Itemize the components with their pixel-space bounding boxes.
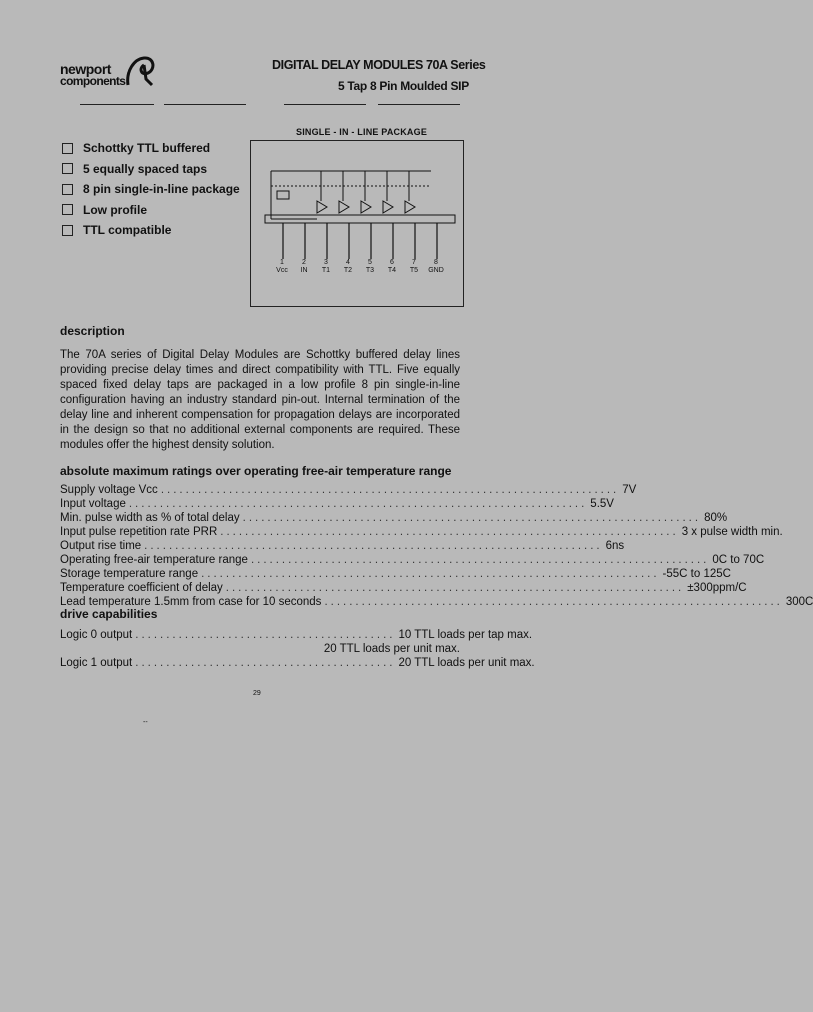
header-rule	[164, 104, 246, 105]
ratings-row: Temperature coefficient of delay .......................................................................... ±300ppm/C	[60, 582, 747, 594]
page-subtitle: 5 Tap 8 Pin Moulded SIP	[338, 79, 469, 93]
rating-label: Temperature coefficient of delay	[60, 582, 223, 594]
ratings-row: Lead temperature 1.5mm from case for 10 seconds .......................................................................... 300C	[60, 596, 813, 608]
pin-number: 2	[302, 259, 306, 266]
newport-logo	[60, 55, 160, 93]
feature-item	[62, 159, 240, 180]
rating-value: 7V	[622, 484, 637, 496]
rating-value: -55C to 125C	[662, 568, 731, 580]
logo-word-newport: newport	[60, 61, 111, 77]
package-label: SINGLE - IN - LINE PACKAGE	[296, 127, 428, 137]
drive-value: 20 TTL loads per unit max.	[323, 643, 460, 655]
pin-label: T4	[387, 267, 397, 274]
pin-label: T3	[365, 267, 375, 274]
page-number: 29	[253, 690, 261, 697]
pin-label: T5	[409, 267, 419, 274]
pin-label: GND	[428, 267, 444, 274]
feature-label: TTL compatible	[83, 223, 172, 238]
pin-label: Vcc	[276, 267, 288, 274]
pin-number: 8	[434, 259, 438, 266]
feature-label: Schottky TTL buffered	[83, 141, 211, 156]
ratings-row: Storage temperature range .......................................................................... -55C to 125C	[60, 568, 731, 580]
pin-label: T1	[321, 267, 331, 274]
drive-value: 20 TTL loads per unit max.	[398, 657, 535, 669]
rating-label: Lead temperature 1.5mm from case for 10 seconds	[60, 596, 322, 608]
footer-mark: --	[143, 719, 148, 726]
feature-label: Low profile	[83, 202, 147, 217]
drive-row: Logic 0 output .......................................... 10 TTL loads per tap max.	[60, 629, 533, 641]
feature-label: 8 pin single-in-line package	[83, 182, 240, 197]
ratings-heading: absolute maximum ratings over operating free-air temperature range	[60, 464, 452, 478]
pin-label: IN	[300, 267, 308, 274]
feature-item	[62, 179, 240, 200]
schematic-diagram	[251, 141, 463, 306]
pin-label: T2	[343, 267, 353, 274]
description-heading: description	[60, 324, 125, 338]
ratings-row: Input voltage .......................................................................... 5.5V	[60, 498, 614, 510]
feature-item	[62, 200, 240, 221]
description-text: The 70A series of Digital Delay Modules are Schottky buffered delay lines providing precise delay times and direct compatibility with TTL. Five equally spaced fixed delay taps are packaged in a low profile 8 pin single-in-line configuration having an industry standard pin-out. Internal termination of the delay line and inherent compensation for propagation delays are incorporated in the design so that no additional external components are required. These modules offer the highest density solution.	[60, 349, 460, 451]
rating-value: 5.5V	[590, 498, 614, 510]
ratings-row: Output rise time .......................................................................... 6ns	[60, 540, 625, 552]
pin-number: 6	[390, 259, 394, 266]
checkbox-icon	[62, 143, 73, 154]
drive-label: Logic 1 output	[60, 657, 133, 669]
pin-number: 4	[346, 259, 350, 266]
rating-label: Min. pulse width as % of total delay	[60, 512, 240, 524]
drive-heading: drive capabilities	[60, 607, 158, 621]
pin-number: 5	[368, 259, 372, 266]
logo-word-components: components	[60, 74, 126, 88]
feature-item	[62, 138, 240, 159]
feature-list	[62, 138, 240, 241]
drive-label: Logic 0 output	[60, 629, 133, 641]
checkbox-icon	[62, 163, 73, 174]
package-diagram	[250, 140, 464, 307]
pin-number: 7	[412, 259, 416, 266]
rating-label: Output rise time	[60, 540, 142, 552]
rating-value: 6ns	[605, 540, 625, 552]
rating-label: Supply voltage Vcc	[60, 484, 158, 496]
drive-row	[60, 642, 460, 656]
rating-value: 80%	[704, 512, 728, 524]
rating-label: Storage temperature range	[60, 568, 199, 580]
checkbox-icon	[62, 184, 73, 195]
rating-value: 300C	[785, 596, 813, 608]
rating-label: Operating free-air temperature range	[60, 554, 248, 566]
rating-value: 3 x pulse width min.	[681, 526, 783, 538]
ratings-row: Input pulse repetition rate PRR .......................................................................... 3 x pulse width min.	[60, 526, 783, 538]
rating-label: Input pulse repetition rate PRR	[60, 526, 218, 538]
checkbox-icon	[62, 204, 73, 215]
feature-item	[62, 220, 240, 241]
pin-number: 3	[324, 259, 328, 266]
drive-value: 10 TTL loads per tap max.	[398, 629, 533, 641]
pin-number: 1	[280, 259, 284, 266]
header-rule	[284, 104, 366, 105]
header-rule	[80, 104, 154, 105]
ratings-row: Supply voltage Vcc .......................................................................... 7V	[60, 484, 637, 496]
drive-row: Logic 1 output .......................................... 20 TTL loads per unit max.	[60, 657, 535, 669]
rating-label: Input voltage	[60, 498, 126, 510]
ratings-table	[60, 483, 813, 609]
logo-swirl-icon	[124, 55, 160, 89]
rating-value: 0C to 70C	[712, 554, 765, 566]
feature-label: 5 equally spaced taps	[83, 161, 208, 176]
header-rule	[378, 104, 460, 105]
checkbox-icon	[62, 225, 73, 236]
rating-value: ±300ppm/C	[687, 582, 747, 594]
ratings-row: Min. pulse width as % of total delay .......................................................................... 80%	[60, 512, 728, 524]
drive-table	[60, 628, 535, 670]
page-title: DIGITAL DELAY MODULES 70A Series	[272, 58, 486, 72]
ratings-row: Operating free-air temperature range .......................................................................... 0C to 70C	[60, 554, 765, 566]
